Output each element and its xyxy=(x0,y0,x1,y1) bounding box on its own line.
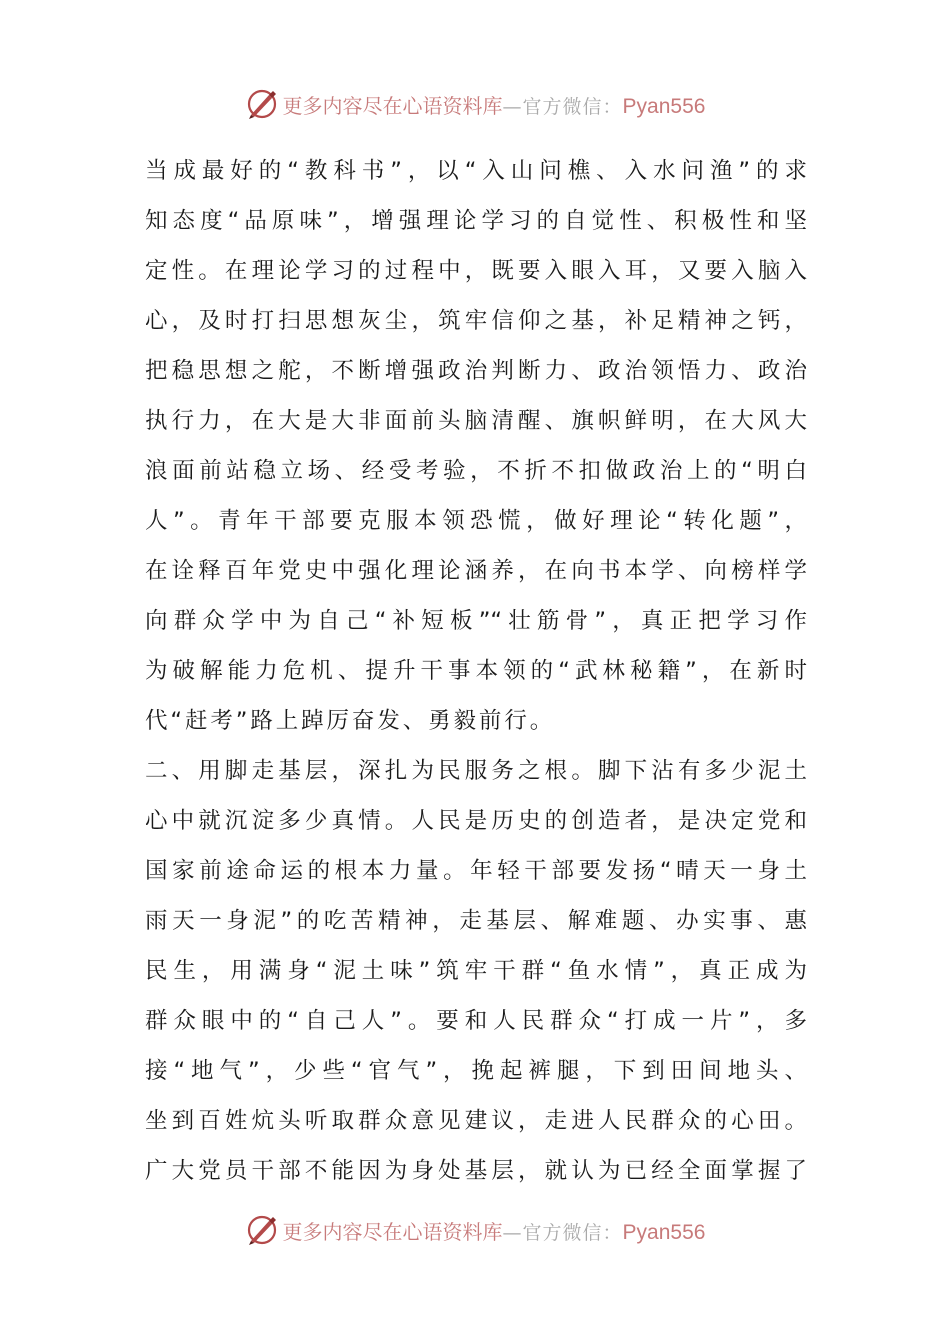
text-line: 代“赶考”路上踔厉奋发、勇毅前行。 xyxy=(145,708,556,734)
text-line: 心，及时打扫思想灰尘，筑牢信仰之基，补足精神之钙， xyxy=(145,308,807,334)
text-line: 接“地气”，少些“官气”，挽起裤腿，下到田间地头、 xyxy=(145,1058,807,1084)
text-line: 知态度“品原味”，增强理论学习的自觉性、积极性和坚 xyxy=(145,208,807,234)
text-line: 定性。在理论学习的过程中，既要入眼入耳，又要入脑入 xyxy=(145,258,807,284)
text-line: 在诠释百年党史中强化理论涵养，在向书本学、向榜样学 xyxy=(145,558,807,584)
text-line: 群众眼中的“自己人”。要和人民群众“打成一片”，多 xyxy=(145,1008,807,1034)
text-line: 向群众学中为自己“补短板”“壮筋骨”，真正把学习作 xyxy=(145,608,807,634)
banner-wechat-id: Pyan556 xyxy=(622,94,706,118)
document-body xyxy=(145,146,807,1196)
text-line: 坐到百姓炕头听取群众意见建议，走进人民群众的心田。 xyxy=(145,1108,807,1134)
banner-wechat-id: Pyan556 xyxy=(622,1220,706,1244)
text-line: 执行力，在大是大非面前头脑清醒、旗帜鲜明，在大风大 xyxy=(145,408,807,434)
banner-dash: — xyxy=(502,95,523,118)
banner-wechat-label: 官方微信： xyxy=(522,1221,623,1244)
footer-banner xyxy=(0,1210,950,1250)
banner-wechat-label: 官方微信： xyxy=(522,95,623,118)
header-banner xyxy=(0,84,950,124)
text-line: 民生，用满身“泥土味”筑牢干群“鱼水情”，真正成为 xyxy=(145,958,807,984)
text-line: 二、用脚走基层，深扎为民服务之根。脚下沾有多少泥土 xyxy=(145,758,807,784)
text-line: 人”。青年干部要克服本领恐慌，做好理论“转化题”， xyxy=(145,508,807,534)
banner-site-name: 更多内容尽在心语资料库 xyxy=(282,1219,503,1244)
pen-logo-icon xyxy=(245,87,279,121)
text-line: 浪面前站稳立场、经受考验，不折不扣做政治上的“明白 xyxy=(145,458,807,484)
banner-dash: — xyxy=(502,1221,523,1244)
text-line: 当成最好的“教科书”，以“入山问樵、入水问渔”的求 xyxy=(145,158,807,184)
text-line: 心中就沉淀多少真情。人民是历史的创造者，是决定党和 xyxy=(145,808,807,834)
text-line: 广大党员干部不能因为身处基层，就认为已经全面掌握了 xyxy=(145,1158,807,1184)
text-line: 为破解能力危机、提升干事本领的“武林秘籍”，在新时 xyxy=(145,658,807,684)
banner-site-name: 更多内容尽在心语资料库 xyxy=(282,93,503,118)
text-line: 把稳思想之舵，不断增强政治判断力、政治领悟力、政治 xyxy=(145,358,807,384)
text-line: 雨天一身泥”的吃苦精神，走基层、解难题、办实事、惠 xyxy=(145,908,807,934)
pen-logo-icon xyxy=(245,1213,279,1247)
text-line: 国家前途命运的根本力量。年轻干部要发扬“晴天一身土 xyxy=(145,858,807,884)
